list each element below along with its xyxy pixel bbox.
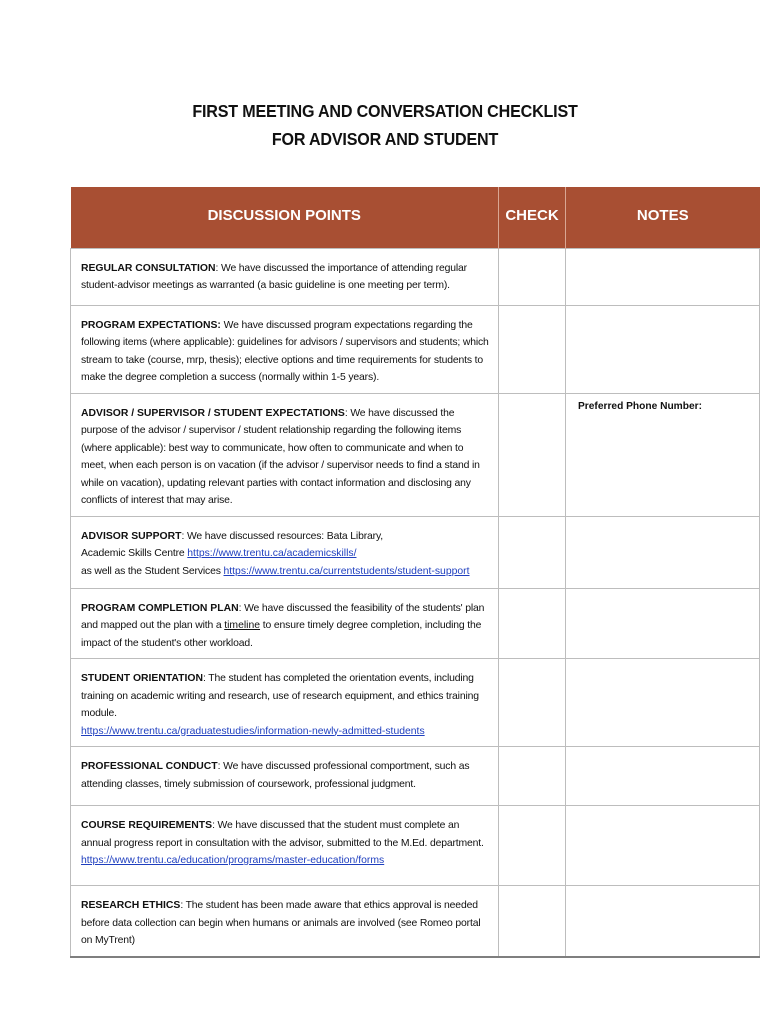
preferred-phone-label: Preferred Phone Number: <box>578 400 702 412</box>
notes-cell[interactable] <box>566 588 760 659</box>
row-label: STUDENT ORIENTATION <box>81 673 203 684</box>
row-text: : We have discussed the feasibility of the students' plan and mapped out the plan with a <box>81 602 485 631</box>
education-forms-link[interactable]: https://www.trentu.ca/education/programs/master-education/forms <box>81 855 385 866</box>
academic-skills-link[interactable]: https://www.trentu.ca/academicskills/ <box>187 548 357 559</box>
check-cell[interactable] <box>499 305 566 393</box>
table-row <box>71 588 760 659</box>
row-text: to ensure timely degree completion, including the impact of the student's other workload. <box>81 620 482 649</box>
check-cell[interactable] <box>499 659 566 747</box>
check-cell[interactable] <box>499 393 566 516</box>
header-check: CHECK <box>499 187 566 248</box>
row-text: : We have discussed the purpose of the advisor / supervisor / student relationship regarding the following items (where applicable): best way to communicate, how often to communicate and when to meet, when each person is on vacation (if the advisor / supervisor needs to find a stand in while on vacation), updating relevant parties with contact information and disclosing any conflicts of interest that may arise. <box>81 407 480 506</box>
check-cell[interactable] <box>499 588 566 659</box>
discussion-point-regular-consultation <box>71 248 499 305</box>
discussion-point-research-ethics <box>71 886 499 957</box>
orientation-link[interactable]: https://www.trentu.ca/graduatestudies/information-newly-admitted-students <box>81 725 425 737</box>
page-title-line-1: FIRST MEETING AND CONVERSATION CHECKLIST <box>192 101 578 121</box>
discussion-point-completion-plan <box>71 588 499 659</box>
discussion-point-advisor-expectations <box>71 393 499 516</box>
notes-cell[interactable] <box>566 886 760 957</box>
check-cell[interactable] <box>499 747 566 806</box>
check-cell[interactable] <box>499 886 566 957</box>
table-row <box>71 886 760 957</box>
discussion-point-professional-conduct <box>71 747 499 806</box>
row-text: : We have discussed professional comportment, such as attending classes, timely submission of coursework, professional judgment. <box>81 761 470 790</box>
header-discussion-points: DISCUSSION POINTS <box>71 187 499 248</box>
row-text: : We have discussed the importance of attending regular student-advisor meetings as warranted (a basic guideline is one meeting per term). <box>81 262 467 291</box>
discussion-point-student-orientation <box>71 659 499 747</box>
row-label: PROGRAM COMPLETION PLAN <box>81 602 239 614</box>
discussion-point-program-expectations <box>71 305 499 393</box>
table-header-row <box>71 187 760 248</box>
row-text: as well as the Student Services <box>81 565 224 577</box>
check-cell[interactable] <box>499 516 566 588</box>
notes-cell-phone[interactable] <box>566 393 760 516</box>
row-text: Academic Skills Centre <box>81 548 188 559</box>
notes-cell[interactable] <box>566 305 760 393</box>
table-row <box>71 248 760 305</box>
discussion-point-advisor-support <box>71 516 499 588</box>
table-row <box>71 393 760 516</box>
row-label: ADVISOR SUPPORT <box>81 530 182 542</box>
row-label: PROGRAM EXPECTATIONS: <box>81 319 221 331</box>
page-title <box>31 97 739 153</box>
row-text: : The student has been made aware that ethics approval is needed before data collection can begin when humans or animals are involved (see Romeo portal on MyTrent) <box>81 900 481 946</box>
notes-cell[interactable] <box>566 248 760 305</box>
timeline-word: timeline <box>224 620 261 631</box>
page-title-line-2: FOR ADVISOR AND STUDENT <box>271 129 499 149</box>
table-row <box>71 516 760 588</box>
notes-cell[interactable] <box>566 806 760 886</box>
table-row <box>71 659 760 747</box>
discussion-point-course-requirements <box>71 806 499 886</box>
row-label: REGULAR CONSULTATION <box>81 262 216 274</box>
row-text: : The student has completed the orientation events, including training on academic writing and research, use of research equipment, and ethics training module. <box>81 673 479 719</box>
student-support-link[interactable]: https://www.trentu.ca/currentstudents/student-support <box>223 565 470 577</box>
table-row <box>71 305 760 393</box>
row-label: COURSE REQUIREMENTS <box>81 820 213 831</box>
check-cell[interactable] <box>499 806 566 886</box>
row-text: : We have discussed resources: Bata Library, <box>181 530 383 542</box>
checklist-table <box>70 187 760 958</box>
notes-cell[interactable] <box>566 659 760 747</box>
row-label: ADVISOR / SUPERVISOR / STUDENT EXPECTATIONS <box>81 407 345 419</box>
notes-cell[interactable] <box>566 516 760 588</box>
header-notes: NOTES <box>566 187 760 248</box>
row-text: : We have discussed that the student must complete an annual progress report in consultation with the advisor, submitted to the M.Ed. department. <box>81 820 484 849</box>
row-text: We have discussed program expectations regarding the following items (where applicable): guidelines for advisors / supervisors and students; which stream to take (course, mrp, thesis); elective options and time requirements for students to make the degree completion a success (normally within 1-5 years). <box>81 319 489 383</box>
table-row <box>71 806 760 886</box>
notes-cell[interactable] <box>566 747 760 806</box>
row-label: RESEARCH ETHICS <box>81 900 181 911</box>
row-label: PROFESSIONAL CONDUCT <box>81 761 218 772</box>
check-cell[interactable] <box>499 248 566 305</box>
table-row <box>71 747 760 806</box>
